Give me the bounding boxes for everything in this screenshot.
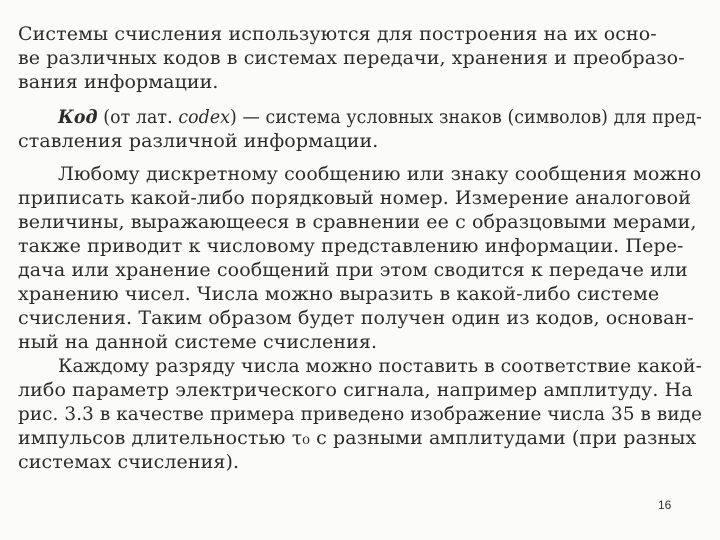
text-line: хранению чисел. Числа можно выразить в какой-либо системе	[18, 283, 660, 305]
text-line: приписать какой-либо порядковый номер. Измерение аналоговой	[18, 187, 691, 209]
text-line: ный на данной системе счисления.	[18, 331, 378, 353]
text-line: системах счисления).	[18, 451, 240, 473]
definition-text: ) — система условных знаков (символов) для пред-	[230, 106, 703, 128]
latin-word: codex	[178, 106, 231, 128]
text-line: рис. 3.3 в качестве примера приведено изображение числа 35 в виде	[18, 403, 703, 425]
text-line: вания информации.	[18, 71, 219, 93]
text-line: также приводит к числовому представлению информации. Пере-	[18, 235, 684, 257]
text-line: либо параметр электрического сигнала, например амплитуду. На	[18, 379, 693, 401]
defined-term: Код	[58, 106, 98, 128]
text-line: импульсов длительностью τ₀ с разными амплитудами (при разных	[18, 427, 697, 449]
text-line: ве различных кодов в системах передачи, хранения и преобразо-	[18, 47, 685, 69]
definition-line: ставления различной информации.	[18, 130, 379, 152]
text-line: счисления. Таким образом будет получен один из кодов, основан-	[18, 307, 694, 329]
text-line: величины, выражающееся в сравнении ее с образцовыми мерами,	[18, 211, 697, 233]
text-line: Системы счисления используются для построения на их осно-	[18, 23, 657, 45]
definition-paren-text: (от лат.	[97, 106, 179, 128]
text-line: Каждому разряду числа можно поставить в соответствие какой-	[58, 355, 703, 377]
page-number: 16	[658, 498, 672, 512]
definition-line	[58, 105, 702, 129]
text-line: Любому дискретному сообщению или знаку сообщения можно	[58, 163, 702, 185]
text-line: дача или хранение сообщений при этом сводится к передаче или	[18, 259, 688, 281]
